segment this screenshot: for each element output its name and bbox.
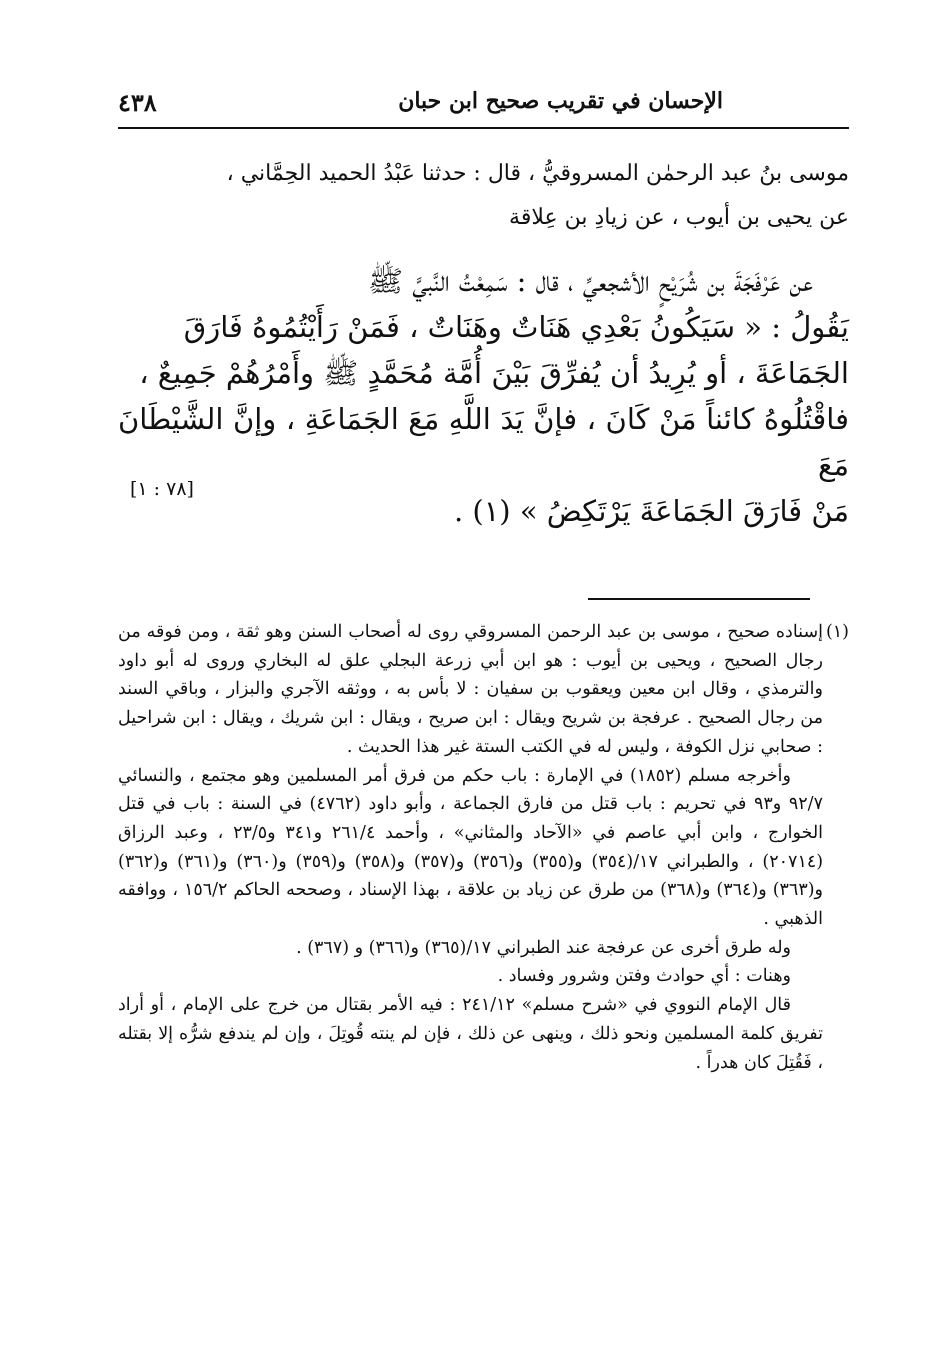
isnad-line: موسى بنُ عبد الرحمٰن المسروقيُّ ، قال : حدثنا عَبْدُ الحميد الحِمَّاني ، [226, 161, 849, 186]
footnote-paragraph: قال الإمام النووي في «شرح مسلم» ٢٤١/١٢ : فيه الأمر بقتال من خرج على الإمام ، أو أراد تفريق كلمة المسلمين ونحو ذلك ، وينهى عن ذلك ، فإن لم ينته قُوتِلَ ، وإن لم يندفع شرُّه إلا بقتله ، فَقُتِلَ كان هدراً . [118, 995, 823, 1073]
hadith-line: مَنْ فَارَقَ الجَمَاعَةَ يَرْتَكِضُ » (١) . [453, 494, 849, 528]
footnotes [118, 618, 849, 1077]
footnote-marker: (١) [825, 622, 849, 642]
page-number: ٤٣٨ [118, 88, 157, 117]
hadith-line: عن عَرْفَجَةَ بن شُرَيْحٍ الأشجعيِّ ، قال : سَمِعْتُ النَّبيَّ ﷺ [368, 264, 813, 298]
isnad-line: عن يحيى بن أيوب ، عن زيادِ بن عِلاقة [509, 205, 849, 230]
running-header [118, 88, 849, 124]
chain-of-narration [118, 152, 849, 240]
footnote-paragraph: وهنات : أي حوادث وفتن وشرور وفساد . [497, 966, 791, 987]
hadith-reference: [٧٨ : ١] [130, 478, 194, 500]
footnote-paragraph: وله طرق أخرى عن عرفجة عند الطبراني ١٧/(٣٦٥) و(٣٦٦) و (٣٦٧) . [296, 937, 791, 958]
hadith-line: فاقْتُلُوهُ كائناً مَنْ كَانَ ، فإنَّ يَدَ اللَّهِ مَعَ الجَمَاعَةِ ، وإنَّ الشَّيْطَانَ مَعَ [118, 402, 849, 482]
header-divider [118, 127, 849, 129]
footnote-paragraph [118, 618, 849, 762]
hadith-line: الجَمَاعَةَ ، أو يُرِيدُ أن يُفرِّقَ بَيْنَ أُمَّة مُحَمَّدٍ ﷺ وأَمْرُهُمْ جَمِيعٌ ، [139, 356, 849, 390]
hadith-text [118, 258, 849, 534]
hadith-line: يَقُولُ : « سَيَكُونُ بَعْدِي هَنَاتٌ وهَنَاتٌ ، فَمَنْ رَأَيْتُمُوهُ فَارَقَ [183, 310, 849, 344]
footnote-paragraph: وأخرجه مسلم (١٨٥٢) في الإمارة : باب حكم من فرق أمر المسلمين وهو مجتمع ، والنسائي ٩٢/٧ و٩٣ في تحريم : باب قتل من فارق الجماعة ، وأبو داود (٤٧٦٢) في السنة : باب في قتل الخوارج ، وابن أبي عاصم في «الآحاد والمثاني» ، وأحمد ٢٦١/٤ و٣٤١ و٢٣/٥ ، وعبد الرزاق (٢٠٧١٤) ، والطبراني ١٧/(٣٥٤) و(٣٥٥) و(٣٥٦) و(٣٥٧) و(٣٥٨) و(٣٥٩) و(٣٦٠) و(٣٦١) و(٣٦٢) و(٣٦٣) و(٣٦٤) و(٣٦٨) من طرق عن زياد بن علاقة ، بهذا الإسناد ، وصححه الحاكم ١٥٦/٢ ، ووافقه الذهبي . [118, 765, 824, 930]
footnote-text: إسناده صحيح ، موسى بن عبد الرحمن المسروقي روى له أصحاب السنن وهو ثقة ، ومن فوقه من رجال الصحيح ، ويحيى بن أيوب : هو ابن أبي زرعة البجلي علق له البخاري وروى له أبو داود والترمذي ، وقال ابن معين ويعقوب بن سفيان : لا بأس به ، ووثقه الآجري والبزار ، وباقي السند من رجال الصحيح . عرفجة بن شريح ويقال : ابن صريح ، ويقال : ابن شريك ، ويقال : ابن شراحيل : صحابي نزل الكوفة ، وليس له في الكتب الستة غير هذا الحديث . [118, 622, 823, 757]
footnote-divider [588, 598, 810, 600]
book-title: الإحسان في تقريب صحيح ابن حبان [398, 88, 723, 114]
